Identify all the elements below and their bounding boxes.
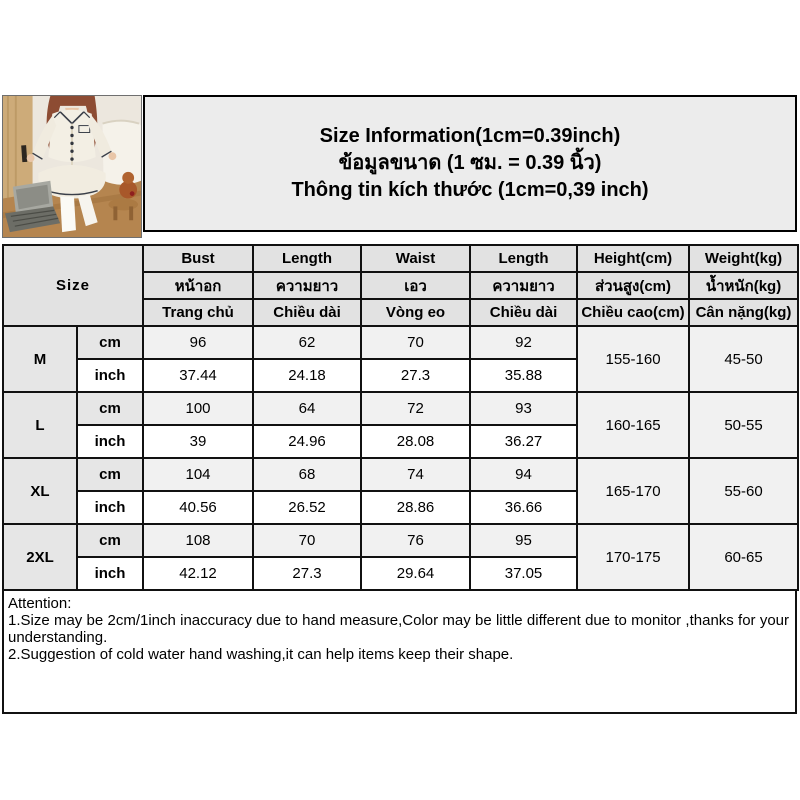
title-line-vietnamese: Thông tin kích thước (1cm=0,39 inch): [291, 179, 649, 201]
col-header-waist-th: เอว: [361, 272, 470, 299]
measurement-value: 70: [253, 524, 361, 557]
col-header-height-en: Height(cm): [577, 245, 689, 272]
measurement-value: 68: [253, 458, 361, 491]
attention-title: Attention:: [8, 595, 72, 612]
title-line-english: Size Information(1cm=0.39inch): [319, 125, 621, 147]
unit-label: inch: [77, 359, 143, 392]
attention-note: [2, 589, 797, 714]
size-corner-label: Size: [3, 245, 143, 326]
title-line-thai: ข้อมูลขนาด (1 ซม. = 0.39 นิ้ว): [338, 152, 602, 174]
measurement-value: 36.27: [470, 425, 577, 458]
table-row: [3, 326, 798, 359]
measurement-value: 100: [143, 392, 253, 425]
measurement-value: 42.12: [143, 557, 253, 590]
measurement-value: 70: [361, 326, 470, 359]
col-header-length2-en: Length: [470, 245, 577, 272]
size-label-xl: XL: [3, 458, 77, 524]
col-header-waist-vi: Vòng eo: [361, 299, 470, 326]
size-table: [2, 244, 799, 591]
weight-range: 55-60: [689, 458, 798, 524]
size-chart-sheet: [2, 95, 797, 714]
col-header-length-vi: Chiều dài: [253, 299, 361, 326]
col-header-length-th: ความยาว: [253, 272, 361, 299]
header-row-english: [3, 245, 798, 272]
measurement-value: 26.52: [253, 491, 361, 524]
unit-label: inch: [77, 557, 143, 590]
col-header-weight-th: น้ำหนัก(kg): [689, 272, 798, 299]
unit-label: cm: [77, 392, 143, 425]
size-label-m: M: [3, 326, 77, 392]
col-header-waist-en: Waist: [361, 245, 470, 272]
weight-range: 45-50: [689, 326, 798, 392]
table-row: [3, 524, 798, 557]
measurement-value: 64: [253, 392, 361, 425]
header-section: [2, 95, 797, 238]
measurement-value: 74: [361, 458, 470, 491]
height-range: 160-165: [577, 392, 689, 458]
measurement-value: 27.3: [253, 557, 361, 590]
measurement-value: 93: [470, 392, 577, 425]
col-header-length2-th: ความยาว: [470, 272, 577, 299]
measurement-value: 95: [470, 524, 577, 557]
product-photo-illustration: [3, 96, 141, 237]
measurement-value: 36.66: [470, 491, 577, 524]
col-header-length-en: Length: [253, 245, 361, 272]
measurement-value: 40.56: [143, 491, 253, 524]
measurement-value: 28.86: [361, 491, 470, 524]
table-row: [3, 458, 798, 491]
height-range: 165-170: [577, 458, 689, 524]
weight-range: 60-65: [689, 524, 798, 590]
unit-label: cm: [77, 524, 143, 557]
measurement-value: 35.88: [470, 359, 577, 392]
measurement-value: 108: [143, 524, 253, 557]
size-label-2xl: 2XL: [3, 524, 77, 590]
measurement-value: 72: [361, 392, 470, 425]
col-header-length2-vi: Chiều dài: [470, 299, 577, 326]
measurement-value: 27.3: [361, 359, 470, 392]
measurement-value: 37.05: [470, 557, 577, 590]
unit-label: cm: [77, 326, 143, 359]
measurement-value: 62: [253, 326, 361, 359]
attention-line-2: 2.Suggestion of cold water hand washing,it can help items keep their shape.: [8, 646, 514, 663]
col-header-weight-en: Weight(kg): [689, 245, 798, 272]
measurement-value: 76: [361, 524, 470, 557]
col-header-bust-en: Bust: [143, 245, 253, 272]
measurement-value: 28.08: [361, 425, 470, 458]
height-range: 170-175: [577, 524, 689, 590]
measurement-value: 24.18: [253, 359, 361, 392]
measurement-value: 104: [143, 458, 253, 491]
measurement-value: 96: [143, 326, 253, 359]
measurement-value: 37.44: [143, 359, 253, 392]
table-row: [3, 392, 798, 425]
col-header-bust-vi: Trang chủ: [143, 299, 253, 326]
unit-label: cm: [77, 458, 143, 491]
attention-line-1: 1.Size may be 2cm/1inch inaccuracy due to hand measure,Color may be little different due to monitor ,thanks for your understanding.: [8, 612, 789, 646]
measurement-value: 24.96: [253, 425, 361, 458]
height-range: 155-160: [577, 326, 689, 392]
measurement-value: 29.64: [361, 557, 470, 590]
size-label-l: L: [3, 392, 77, 458]
product-photo: [2, 95, 142, 238]
measurement-value: 92: [470, 326, 577, 359]
measurement-value: 94: [470, 458, 577, 491]
title-banner: [143, 95, 797, 232]
unit-label: inch: [77, 425, 143, 458]
weight-range: 50-55: [689, 392, 798, 458]
col-header-height-th: ส่วนสูง(cm): [577, 272, 689, 299]
unit-label: inch: [77, 491, 143, 524]
col-header-height-vi: Chiều cao(cm): [577, 299, 689, 326]
col-header-weight-vi: Cân nặng(kg): [689, 299, 798, 326]
col-header-bust-th: หน้าอก: [143, 272, 253, 299]
measurement-value: 39: [143, 425, 253, 458]
